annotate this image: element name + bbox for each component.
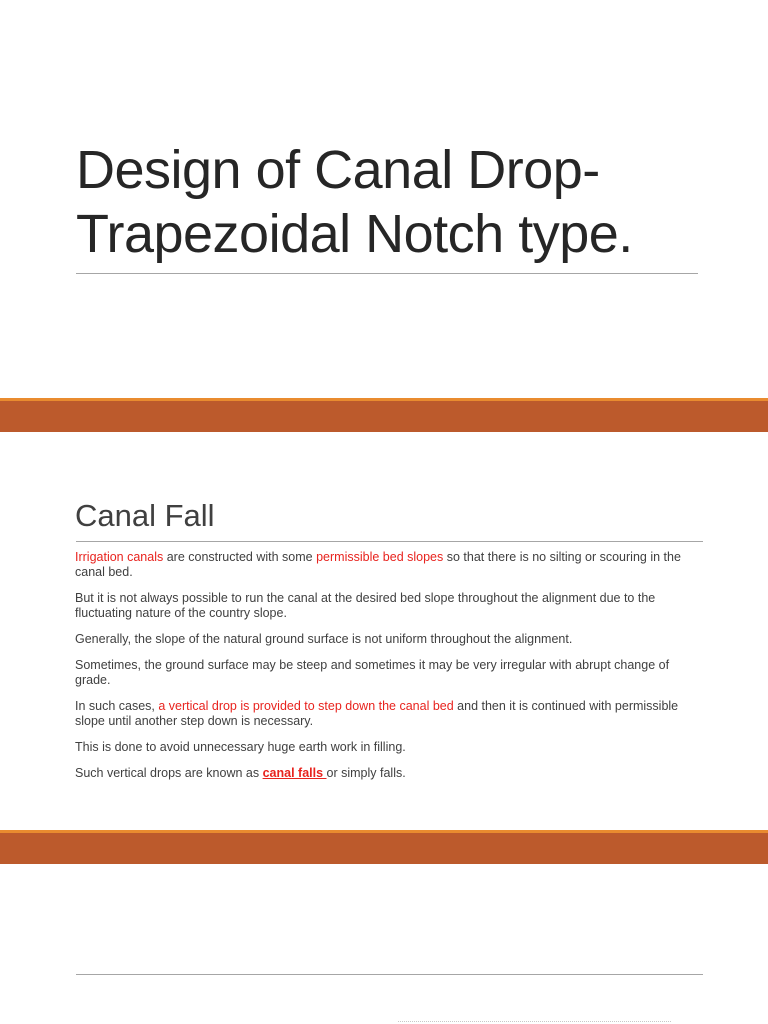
paragraph-4: Sometimes, the ground surface may be steep and sometimes it may be very irregular with abrupt change of grade.	[75, 658, 670, 687]
paragraph-7	[75, 766, 700, 781]
slide-body	[75, 550, 700, 792]
paragraph-6: This is done to avoid unnecessary huge earth work in filling.	[75, 740, 406, 754]
slide-separator-band	[0, 398, 768, 432]
paragraph-3: Generally, the slope of the natural ground surface is not uniform throughout the alignment.	[75, 632, 573, 646]
page-title	[76, 138, 716, 266]
title-line-1: Design of Canal Drop-	[76, 140, 600, 200]
slide-separator-band	[0, 830, 768, 864]
heading-divider	[76, 541, 703, 542]
text-segment: or simply falls.	[326, 766, 406, 780]
slide-title	[0, 0, 768, 398]
slide-canal-fall	[0, 432, 768, 830]
highlight-permissible-bed-slopes: permissible bed slopes	[316, 550, 444, 564]
title-divider	[76, 273, 698, 274]
slide-heading: Canal Fall	[75, 498, 215, 533]
text-segment: Such vertical drops are known as	[75, 766, 263, 780]
paragraph-1	[75, 550, 700, 580]
heading-divider	[76, 974, 703, 975]
highlight-vertical-drop: a vertical drop is provided to step down the canal bed	[158, 699, 454, 713]
title-line-2: Trapezoidal Notch type.	[76, 204, 633, 264]
text-segment: and then it is continued with permissible slope until another step down is necessary.	[75, 699, 679, 728]
paragraph-5	[75, 699, 700, 729]
text-segment: are constructed with some	[163, 550, 317, 564]
text-segment: In such cases,	[75, 699, 159, 713]
highlight-irrigation-canals: Irrigation canals	[75, 550, 164, 564]
slide-next	[0, 864, 768, 1024]
highlight-canal-falls: canal falls	[262, 766, 327, 780]
paragraph-2: But it is not always possible to run the canal at the desired bed slope throughout the alignment due to the fluctuating nature of the country slope.	[75, 591, 656, 620]
text-segment: so that there is no silting or scouring in the canal bed.	[75, 550, 681, 579]
